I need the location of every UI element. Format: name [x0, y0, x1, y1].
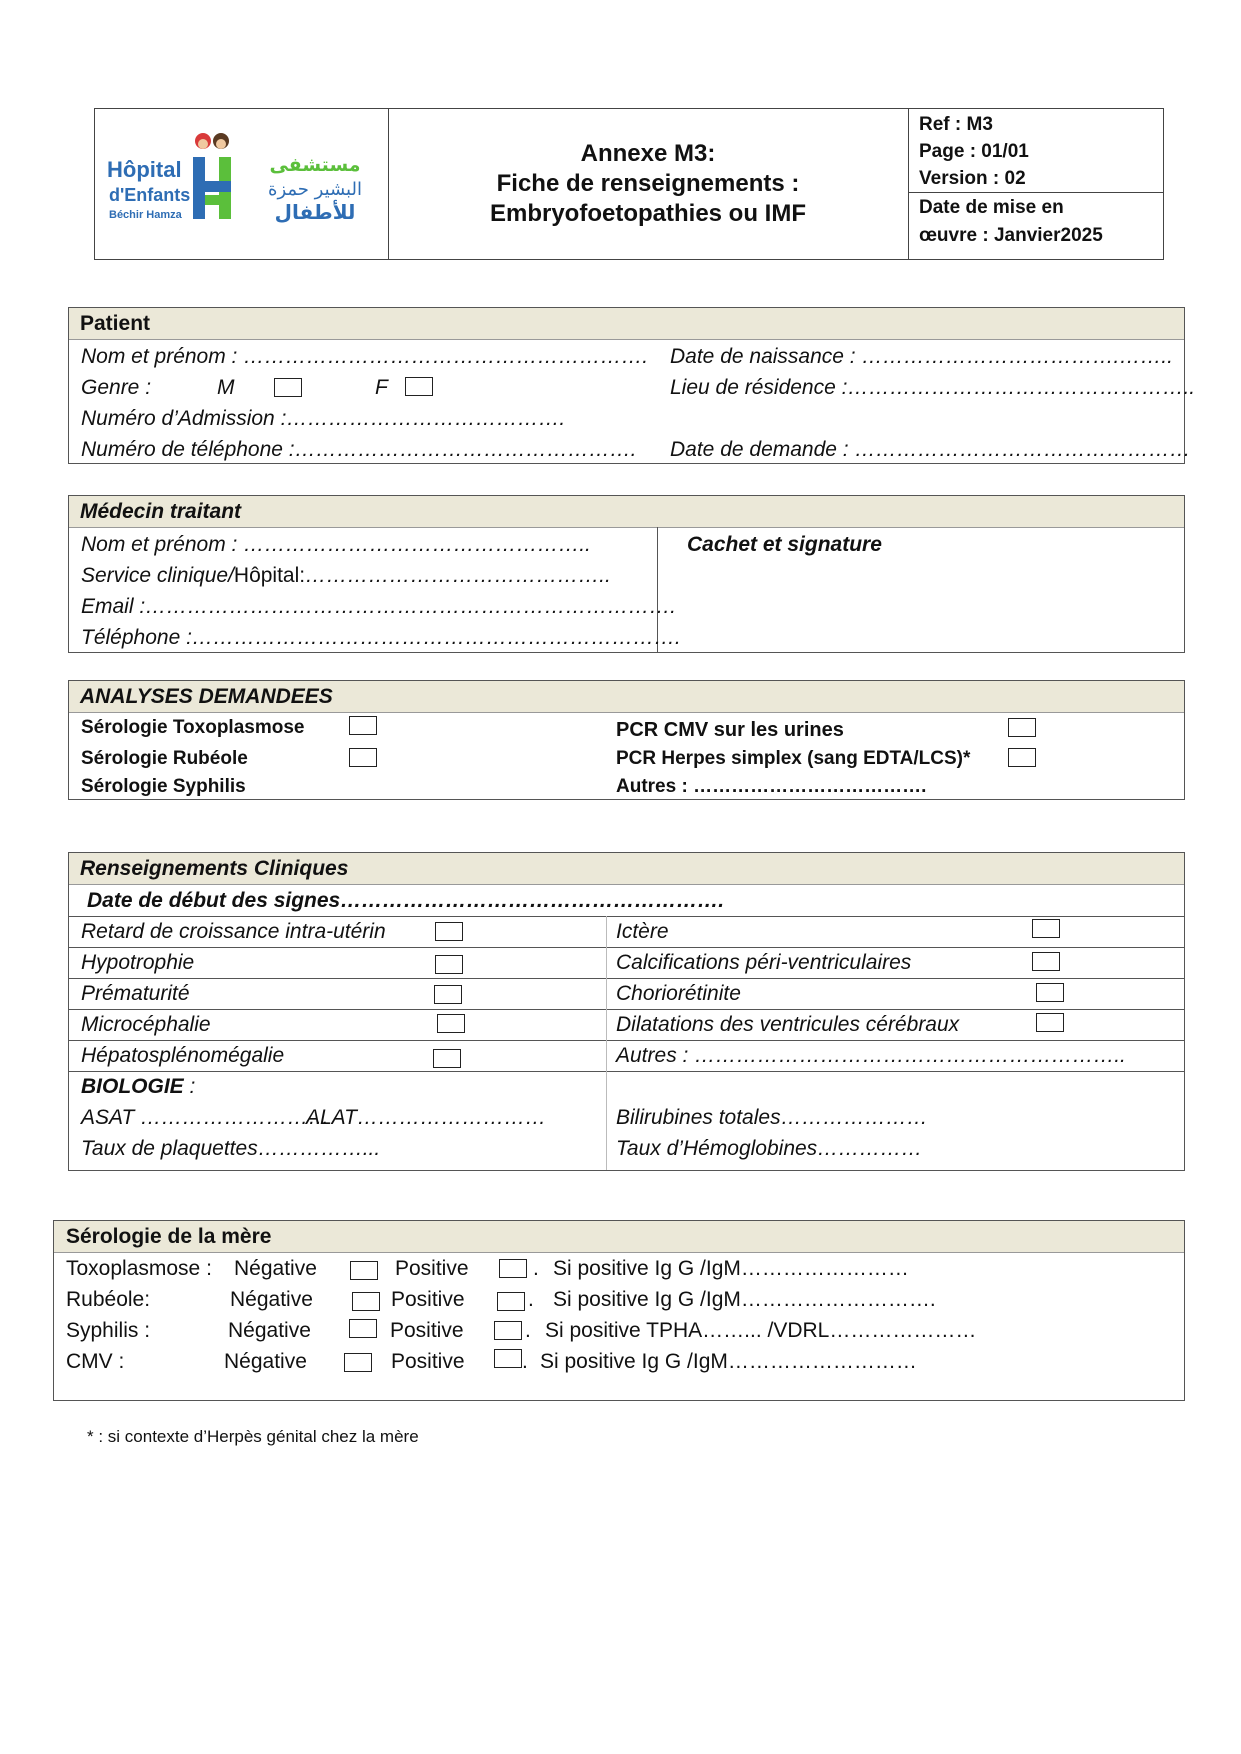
gender-f-label: F [375, 376, 388, 399]
serology-name: Rubéole: [66, 1288, 151, 1311]
physician-name-field[interactable]: Nom et prénom : ………………………………………….. [81, 533, 591, 556]
cmv-positive-checkbox[interactable] [494, 1349, 522, 1368]
cmv-negative-checkbox[interactable] [344, 1353, 372, 1372]
prematurity-checkbox[interactable] [434, 985, 462, 1004]
rubeole-test-label: Sérologie Rubéole [81, 748, 248, 769]
syphilis-test-label: Sérologie Syphilis [81, 776, 246, 797]
serology-name: Toxoplasmose : [66, 1257, 212, 1280]
chorioretinitis-checkbox[interactable] [1036, 983, 1064, 1002]
svg-text:للأطفال: للأطفال [274, 200, 356, 224]
separator-dot: . [525, 1319, 531, 1342]
date-label: Date de mise en [919, 197, 1064, 218]
cmv-igg-igm-field[interactable]: Si positive Ig G /IgM……………………… [540, 1350, 917, 1373]
other-signs-field[interactable]: Autres : …………………………………………………….. [616, 1044, 1126, 1067]
footnote: * : si contexte d’Herpès génital chez la mère [87, 1427, 419, 1446]
gender-m-checkbox[interactable] [274, 378, 302, 397]
clinical-sign-label: Hypotrophie [81, 951, 195, 974]
negative-label: Négative [234, 1257, 317, 1280]
biology-heading: BIOLOGIE : [81, 1075, 196, 1098]
hospital-logo [95, 109, 389, 259]
serology-name: Syphilis : [66, 1319, 151, 1342]
section-title: Sérologie de la mère [54, 1221, 1184, 1253]
negative-label: Négative [230, 1288, 313, 1311]
positive-label: Positive [390, 1319, 464, 1342]
gender-f-checkbox[interactable] [405, 377, 433, 396]
tpha-vdrl-field[interactable]: Si positive TPHA……... /VDRL………………… [545, 1319, 977, 1342]
serology-name: CMV : [66, 1350, 125, 1373]
rubeole-positive-checkbox[interactable] [497, 1292, 525, 1311]
rubeole-igg-igm-field[interactable]: Si positive Ig G /IgM………………………. [553, 1288, 936, 1311]
email-field[interactable]: Email :…………………………………………………………………. [81, 595, 677, 618]
gender-m-label: M [217, 376, 235, 399]
hospital-logo-graphic [95, 109, 388, 259]
separator-dot: . [528, 1288, 534, 1311]
pcr-cmv-label: PCR CMV sur les urines [616, 719, 844, 741]
svg-text:مستشفى: مستشفى [269, 154, 361, 176]
clinical-section [68, 852, 1185, 1171]
clinical-sign-label: Hépatosplénomégalie [81, 1044, 285, 1067]
physician-phone-field[interactable]: Téléphone :……………………………………………………………. [81, 626, 681, 649]
section-title: Patient [69, 308, 1184, 340]
platelets-field[interactable]: Taux de plaquettes……………... [81, 1137, 381, 1160]
syphilis-positive-checkbox[interactable] [494, 1321, 522, 1340]
stamp-signature-area[interactable]: Cachet et signature [687, 533, 882, 556]
ref-label: Ref : M3 [919, 114, 993, 135]
section-title: Renseignements Cliniques [69, 853, 1184, 885]
admission-number-field[interactable]: Numéro d’Admission :…………………………………. [81, 407, 566, 430]
ventricular-dilatation-checkbox[interactable] [1036, 1013, 1064, 1032]
toxo-positive-checkbox[interactable] [499, 1259, 527, 1278]
svg-text:d'Enfants: d'Enfants [109, 185, 191, 205]
maternal-serology-section [53, 1220, 1185, 1401]
bilirubin-field[interactable]: Bilirubines totales………………… [616, 1106, 928, 1129]
patient-phone-field[interactable]: Numéro de téléphone :…………………………………………. [81, 438, 637, 461]
clinical-sign-label: Microcéphalie [81, 1013, 211, 1036]
title-line: Annexe M3: [580, 140, 716, 167]
separator-dot: . [533, 1257, 539, 1280]
svg-text:Hôpital: Hôpital [107, 157, 182, 182]
service-field[interactable]: Service clinique/Hôpital:…………………………………….. [81, 564, 611, 587]
patient-section [68, 307, 1196, 464]
calcifications-checkbox[interactable] [1032, 952, 1060, 971]
birth-date-field[interactable]: Date de naissance : ……………………………….…….. [670, 345, 1173, 368]
alat-field[interactable]: ALAT……………………… [306, 1106, 546, 1129]
clinical-sign-label: Prématurité [81, 982, 190, 1005]
jaundice-checkbox[interactable] [1032, 919, 1060, 938]
asat-field[interactable]: ASAT ……………………… [81, 1106, 330, 1129]
clinical-sign-label: Retard de croissance intra-utérin [81, 920, 386, 943]
requested-tests-section [68, 680, 1185, 800]
residence-field[interactable]: Lieu de résidence :………………………………………….. [670, 376, 1196, 399]
separator-dot: . [522, 1350, 528, 1373]
positive-label: Positive [391, 1350, 465, 1373]
pcr-herpes-label: PCR Herpes simplex (sang EDTA/LCS)* [616, 748, 971, 769]
toxo-test-label: Sérologie Toxoplasmose [81, 717, 305, 738]
toxo-negative-checkbox[interactable] [350, 1261, 378, 1280]
section-title: ANALYSES DEMANDEES [69, 681, 1184, 713]
clinical-sign-label: Calcifications péri-ventriculaires [616, 951, 912, 974]
negative-label: Négative [224, 1350, 307, 1373]
pcr-cmv-checkbox[interactable] [1008, 718, 1036, 737]
hypotrophy-checkbox[interactable] [435, 955, 463, 974]
clinical-sign-label: Ictère [616, 920, 669, 943]
svg-text:Béchir Hamza: Béchir Hamza [109, 209, 182, 221]
document-meta [909, 109, 1163, 259]
gender-label: Genre : [81, 376, 152, 399]
toxo-test-checkbox[interactable] [349, 716, 377, 735]
section-title: Médecin traitant [69, 496, 1184, 528]
positive-label: Positive [391, 1288, 465, 1311]
patient-name-field[interactable]: Nom et prénom : …………………………………………………. [81, 345, 649, 368]
rubeole-test-checkbox[interactable] [349, 748, 377, 767]
positive-label: Positive [395, 1257, 469, 1280]
clinical-sign-label: Dilatations des ventricules cérébraux [616, 1013, 960, 1036]
svg-text:البشير حمزة: البشير حمزة [268, 179, 362, 200]
negative-label: Négative [228, 1319, 311, 1342]
clinical-sign-label: Choriorétinite [616, 982, 741, 1005]
hemoglobin-field[interactable]: Taux d’Hémoglobines…………… [616, 1137, 923, 1160]
physician-section [68, 495, 1185, 653]
date-label: œuvre : Janvier2025 [919, 225, 1103, 246]
title-line: Embryofoetopathies ou IMF [489, 200, 806, 227]
other-tests-field[interactable]: Autres : ………………………………. [616, 776, 927, 797]
title-line: Fiche de renseignements : [496, 170, 800, 197]
hepatosplenomegaly-checkbox[interactable] [433, 1049, 461, 1068]
toxo-igg-igm-field[interactable]: Si positive Ig G /IgM…………………… [553, 1257, 909, 1280]
syphilis-negative-checkbox[interactable] [349, 1319, 377, 1338]
symptom-onset-date-field[interactable]: Date de début des signes………………………………………………. [87, 889, 725, 912]
microcephaly-checkbox[interactable] [437, 1014, 465, 1033]
pcr-herpes-checkbox[interactable] [1008, 748, 1036, 767]
request-date-field[interactable]: Date de demande : ………………………………………… [670, 438, 1191, 461]
version-label: Version : 02 [919, 168, 1026, 189]
iugr-checkbox[interactable] [435, 922, 463, 941]
document-title [388, 109, 909, 259]
rubeole-negative-checkbox[interactable] [352, 1292, 380, 1311]
page-label: Page : 01/01 [919, 141, 1029, 162]
document-header [94, 108, 1164, 260]
